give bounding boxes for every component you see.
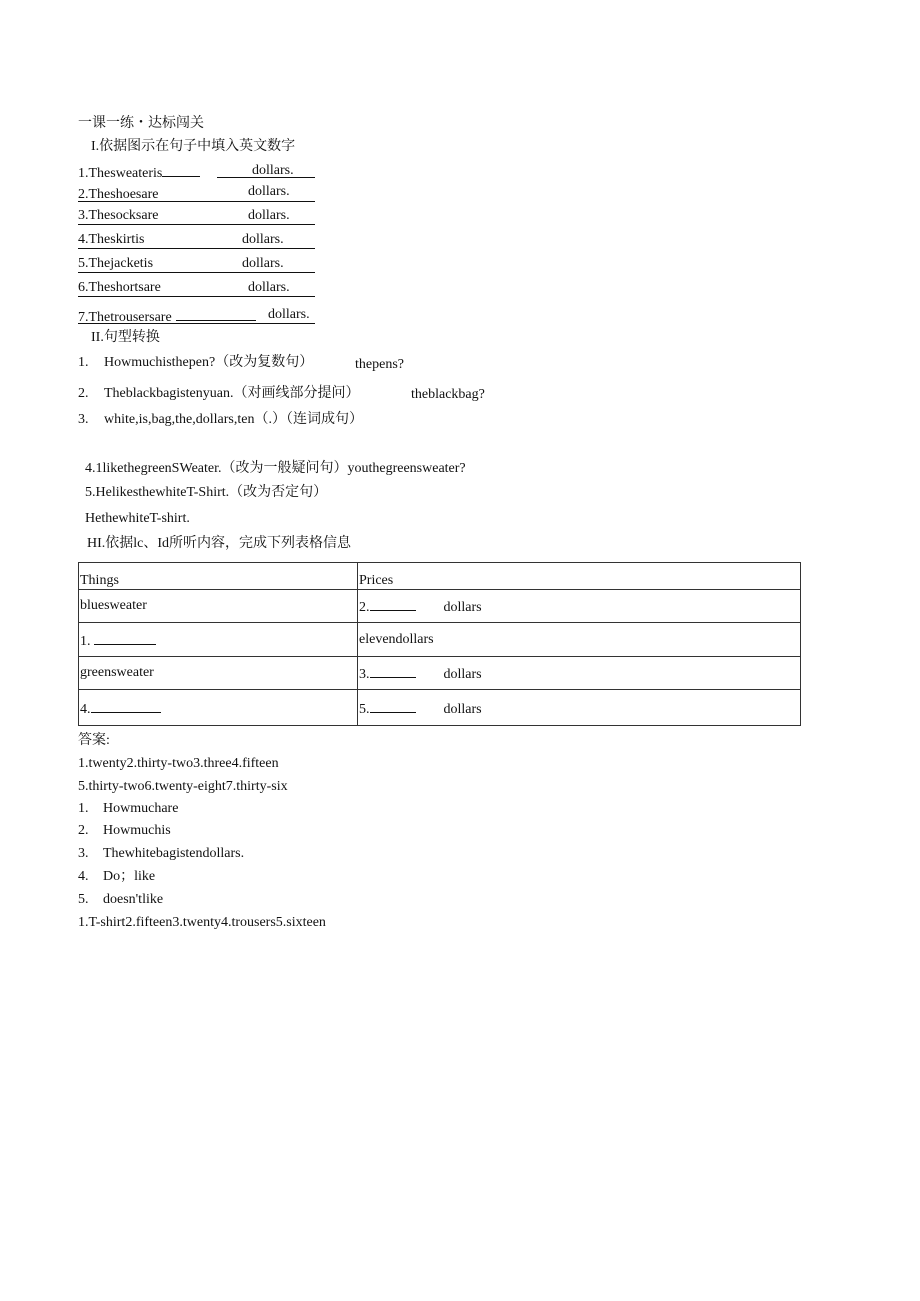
header-title: 一课一练・达标闯关 — [78, 116, 204, 131]
fill-item-1-underline — [217, 177, 315, 178]
header-things: Things — [79, 563, 358, 590]
price-cell: 2. dollars — [358, 590, 801, 623]
transform-item-1-tail: thepens? — [355, 357, 404, 372]
fill-item-1: 1.Thesweateris — [78, 162, 200, 183]
table-header-row — [79, 563, 801, 590]
answer-blank[interactable] — [91, 698, 161, 713]
fill-item-7-underline — [78, 323, 315, 324]
fill-item-1-unit: dollars. — [252, 163, 294, 178]
answer-blank[interactable] — [370, 596, 416, 611]
fill-item-2: 2.Theshoesare — [78, 187, 159, 202]
thing-cell: 4. — [79, 690, 358, 726]
fill-item-2-underline — [78, 201, 315, 202]
transform-item-2-text: Theblackbagistenyuan.（对画线部分提问） — [104, 386, 360, 401]
section-1-title: I.依据图示在句子中填入英文数字 — [91, 139, 296, 154]
answer-blank[interactable] — [370, 663, 416, 678]
answer-list-number: 2. — [78, 823, 89, 838]
answer-list-number: 4. — [78, 869, 89, 884]
fill-item-2-unit: dollars. — [248, 184, 290, 199]
transform-item-2-number: 2. — [78, 386, 89, 401]
transform-item-5: 5.HelikesthewhiteT-Shirt.（改为否定句） — [85, 485, 328, 500]
answer-list-text: Howmuchis — [103, 823, 171, 838]
fill-item-6-underline — [78, 296, 315, 297]
fill-item-5-unit: dollars. — [242, 256, 284, 271]
answer-list-text: doesn'tlike — [103, 892, 164, 907]
fill-item-6: 6.Theshortsare — [78, 280, 161, 295]
fill-item-7: 7.Thetrousersare — [78, 306, 256, 327]
prices-table — [78, 562, 801, 726]
thing-cell: bluesweater — [79, 590, 358, 623]
table-row — [79, 690, 801, 726]
transform-item-3-text: white,is,bag,the,dollars,ten（.）（连词成句） — [104, 412, 363, 427]
fill-item-4-underline — [78, 248, 315, 249]
answers-line-last: 1.T-shirt2.fifteen3.twenty4.trousers5.sixteen — [78, 915, 326, 930]
price-cell: 5. dollars — [358, 690, 801, 726]
answer-list-number: 3. — [78, 846, 89, 861]
answer-blank[interactable] — [94, 630, 156, 645]
fill-item-4-unit: dollars. — [242, 232, 284, 247]
answer-list-number: 5. — [78, 892, 89, 907]
header-prices: Prices — [358, 563, 801, 590]
fill-item-5-underline — [78, 272, 315, 273]
price-cell: elevendollars — [358, 623, 801, 657]
answers-label: 答案: — [78, 733, 110, 748]
thing-cell: greensweater — [79, 657, 358, 690]
fill-item-4: 4.Theskirtis — [78, 232, 145, 247]
fill-item-5: 5.Thejacketis — [78, 256, 154, 271]
thing-cell: 1. — [79, 623, 358, 657]
fill-item-6-unit: dollars. — [248, 280, 290, 295]
answer-blank[interactable] — [370, 698, 416, 713]
section-2-title: II.句型转换 — [91, 330, 160, 345]
price-cell: 3. dollars — [358, 657, 801, 690]
transform-item-1-text: Howmuchisthepen?（改为复数句） — [104, 355, 314, 370]
answers-line-2: 5.thirty-two6.twenty-eight7.thirty-six — [78, 779, 288, 794]
transform-item-1-number: 1. — [78, 355, 89, 370]
answer-list-text: Howmuchare — [103, 801, 179, 816]
answer-list-text: Thewhitebagistendollars. — [103, 846, 245, 861]
transform-item-2-tail: theblackbag? — [411, 387, 485, 402]
table-row — [79, 590, 801, 623]
transform-item-5-line: HethewhiteT-shirt. — [85, 511, 190, 526]
answer-list-text: Do；like — [103, 869, 156, 884]
section-3-title: HI.依据lc、Id所听内容，完成下列表格信息 — [87, 536, 352, 551]
fill-item-3: 3.Thesocksare — [78, 208, 159, 223]
transform-item-4: 4.1likethegreenSWeater.（改为一般疑问句）youthegreensweater? — [85, 461, 466, 476]
transform-item-3-number: 3. — [78, 412, 89, 427]
fill-item-3-unit: dollars. — [248, 208, 290, 223]
answer-list-number: 1. — [78, 801, 89, 816]
fill-item-3-underline — [78, 224, 315, 225]
answers-line-1: 1.twenty2.thirty-two3.three4.fifteen — [78, 756, 279, 771]
table-row — [79, 657, 801, 690]
fill-item-7-unit: dollars. — [268, 307, 310, 322]
table-row — [79, 623, 801, 657]
